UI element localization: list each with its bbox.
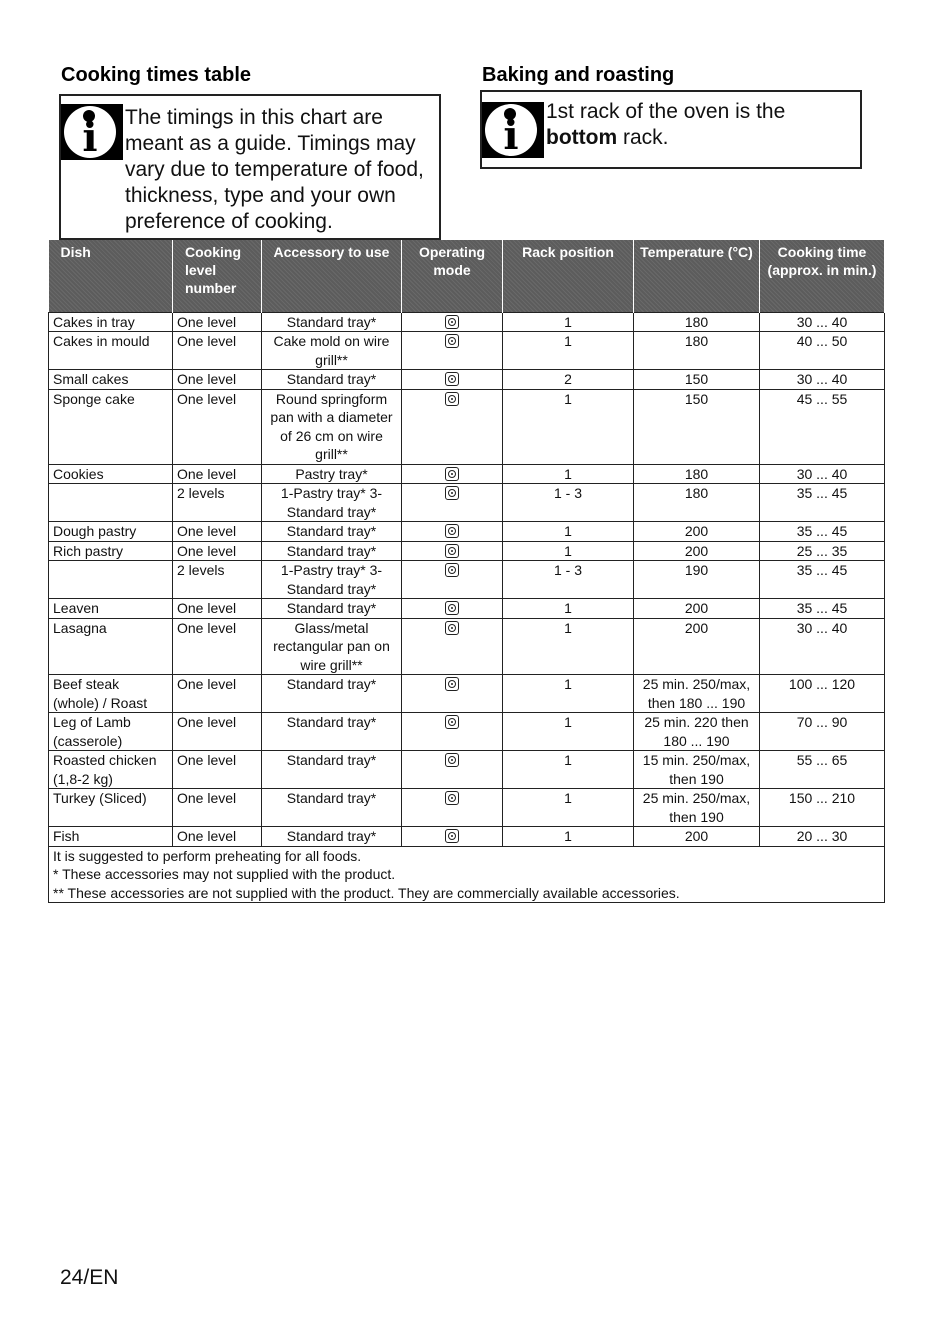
header-rack: Rack position [503,240,634,312]
fan-heating-icon [445,315,459,329]
cell-mode [402,332,503,370]
cell-rack: 1 [503,389,634,464]
cell-time: 25 ... 35 [760,541,885,561]
info-icon: i [61,104,123,160]
cell-dish: Leg of Lamb (casserole) [49,713,173,751]
fan-heating-icon [445,524,459,538]
fan-heating-icon [445,791,459,805]
cell-accessory: Pastry tray* [262,464,402,484]
cell-temperature: 200 [634,522,760,542]
cell-dish [49,484,173,522]
cell-time: 45 ... 55 [760,389,885,464]
cell-level: One level [173,522,262,542]
fan-heating-icon [445,829,459,843]
cell-dish: Lasagna [49,618,173,675]
info-icon: i [482,102,544,158]
cell-level: One level [173,312,262,332]
cell-accessory: Standard tray* [262,675,402,713]
cell-rack: 1 [503,827,634,847]
cell-temperature: 180 [634,332,760,370]
cell-level: One level [173,751,262,789]
cell-temperature: 200 [634,599,760,619]
note-line: 1st rack of the oven is the [546,100,786,123]
footnotes [49,846,885,903]
cell-temperature: 15 min. 250/max, then 190 [634,751,760,789]
cell-accessory: 1-Pastry tray* 3-Standard tray* [262,484,402,522]
cell-dish: Roasted chicken (1,8-2 kg) [49,751,173,789]
fan-heating-icon [445,334,459,348]
header-time: Cooking time (approx. in min.) [760,240,885,312]
note-line [546,125,862,151]
cell-mode [402,751,503,789]
cell-level: One level [173,541,262,561]
fan-heating-icon [445,467,459,481]
cell-temperature: 180 [634,312,760,332]
cell-mode [402,370,503,390]
fan-heating-icon [445,544,459,558]
note-line: The timings in this chart are [125,106,383,129]
note-box-timings [59,94,441,240]
cell-time: 55 ... 65 [760,751,885,789]
cell-rack: 1 [503,618,634,675]
table-row [49,370,885,390]
cell-dish: Rich pastry [49,541,173,561]
note-line-rest: rack. [617,126,669,149]
header-mode: Operating mode [402,240,503,312]
fan-heating-icon [445,392,459,406]
table-row [49,713,885,751]
cell-mode [402,541,503,561]
header-dish: Dish [49,240,173,312]
cell-dish: Beef steak (whole) / Roast [49,675,173,713]
cell-rack: 1 [503,599,634,619]
cell-dish: Cakes in tray [49,312,173,332]
table-row [49,675,885,713]
footnote: ** These accessories are not supplied with the product. They are commercially available accessories. [53,884,680,901]
cell-mode [402,389,503,464]
cell-mode [402,484,503,522]
cell-dish: Sponge cake [49,389,173,464]
cell-level: One level [173,332,262,370]
cell-rack: 1 [503,751,634,789]
cell-accessory: Glass/metal rectangular pan on wire grill** [262,618,402,675]
cell-rack: 1 [503,713,634,751]
footnote: * These accessories may not supplied with the product. [53,866,396,882]
cell-time: 20 ... 30 [760,827,885,847]
fan-heating-icon [445,486,459,500]
cell-dish: Cakes in mould [49,332,173,370]
cell-level: 2 levels [173,561,262,599]
note-line: meant as a guide. Timings may [125,132,416,155]
cooking-times-table [48,240,885,903]
cell-temperature: 200 [634,618,760,675]
cell-rack: 1 [503,464,634,484]
cell-accessory: Standard tray* [262,599,402,619]
note-line: vary due to temperature of food, [125,158,424,181]
cell-dish: Leaven [49,599,173,619]
cell-accessory: Standard tray* [262,713,402,751]
cell-rack: 2 [503,370,634,390]
table-row [49,789,885,827]
header-temperature: Temperature (°C) [634,240,760,312]
cell-time: 35 ... 45 [760,561,885,599]
cell-time: 40 ... 50 [760,332,885,370]
cell-time: 70 ... 90 [760,713,885,751]
cell-level: One level [173,827,262,847]
cell-mode [402,464,503,484]
cell-mode [402,618,503,675]
cell-mode [402,827,503,847]
cell-time: 150 ... 210 [760,789,885,827]
fan-heating-icon [445,563,459,577]
cell-dish [49,561,173,599]
cell-accessory: Standard tray* [262,751,402,789]
cell-temperature: 180 [634,464,760,484]
table-row [49,484,885,522]
fan-heating-icon [445,372,459,386]
table-row [49,751,885,789]
cell-rack: 1 [503,675,634,713]
cell-rack: 1 - 3 [503,561,634,599]
cell-temperature: 190 [634,561,760,599]
table-row [49,827,885,847]
cell-accessory: Standard tray* [262,522,402,542]
cell-time: 30 ... 40 [760,312,885,332]
cell-level: One level [173,675,262,713]
cell-accessory: Standard tray* [262,789,402,827]
cell-dish: Cookies [49,464,173,484]
table-body [49,312,885,846]
table-row [49,312,885,332]
cell-mode [402,789,503,827]
cell-dish: Small cakes [49,370,173,390]
note-line: thickness, type and your own [125,184,396,207]
cell-temperature: 150 [634,389,760,464]
note-box-rack [480,90,862,169]
cell-accessory: Standard tray* [262,541,402,561]
cell-time: 100 ... 120 [760,675,885,713]
cell-accessory: 1-Pastry tray* 3-Standard tray* [262,561,402,599]
cell-time: 35 ... 45 [760,484,885,522]
cell-accessory: Standard tray* [262,827,402,847]
cell-dish: Turkey (Sliced) [49,789,173,827]
table-row [49,389,885,464]
fan-heating-icon [445,621,459,635]
note-text-rack [546,99,862,151]
note-line: preference of cooking. [125,210,333,233]
footnote: It is suggested to perform preheating for all foods. [53,847,362,864]
cell-temperature: 25 min. 250/max, then 180 ... 190 [634,675,760,713]
cell-rack: 1 [503,312,634,332]
cell-dish: Dough pastry [49,522,173,542]
cell-level: One level [173,464,262,484]
section-heading-cooking-times: Cooking times table [61,64,252,86]
section-heading-baking-roasting: Baking and roasting [482,64,675,86]
cell-temperature: 200 [634,827,760,847]
cell-rack: 1 [503,332,634,370]
note-bold-word: bottom [546,126,618,149]
cell-time: 30 ... 40 [760,464,885,484]
page-number: 24/EN [60,1266,119,1289]
cell-mode [402,522,503,542]
cell-mode [402,561,503,599]
table-row [49,464,885,484]
table-row [49,522,885,542]
cell-mode [402,599,503,619]
fan-heating-icon [445,601,459,615]
cell-time: 30 ... 40 [760,370,885,390]
table-row [49,618,885,675]
table-row [49,599,885,619]
cell-level: One level [173,618,262,675]
header-accessory: Accessory to use [262,240,402,312]
footnote-row [49,846,885,903]
cell-time: 30 ... 40 [760,618,885,675]
cell-temperature: 200 [634,541,760,561]
cell-level: One level [173,789,262,827]
cell-time: 35 ... 45 [760,599,885,619]
cell-rack: 1 - 3 [503,484,634,522]
cell-rack: 1 [503,541,634,561]
cell-accessory: Standard tray* [262,370,402,390]
header-level: Cooking level number [173,240,262,312]
cell-accessory: Round springform pan with a diameter of 26 cm on wire grill** [262,389,402,464]
fan-heating-icon [445,677,459,691]
cell-rack: 1 [503,522,634,542]
cell-rack: 1 [503,789,634,827]
table-row [49,332,885,370]
cell-temperature: 150 [634,370,760,390]
cell-level: One level [173,370,262,390]
cell-mode [402,312,503,332]
cell-level: One level [173,389,262,464]
table-row [49,561,885,599]
cell-temperature: 180 [634,484,760,522]
cell-temperature: 25 min. 250/max, then 190 [634,789,760,827]
cell-mode [402,713,503,751]
cell-temperature: 25 min. 220 then 180 ... 190 [634,713,760,751]
cell-accessory: Cake mold on wire grill** [262,332,402,370]
cell-level: One level [173,599,262,619]
fan-heating-icon [445,753,459,767]
fan-heating-icon [445,715,459,729]
table-row [49,541,885,561]
cell-level: 2 levels [173,484,262,522]
cell-dish: Fish [49,827,173,847]
cell-accessory: Standard tray* [262,312,402,332]
cell-time: 35 ... 45 [760,522,885,542]
cell-level: One level [173,713,262,751]
cell-mode [402,675,503,713]
note-text-timings [125,105,441,235]
table-header-row [49,240,885,312]
